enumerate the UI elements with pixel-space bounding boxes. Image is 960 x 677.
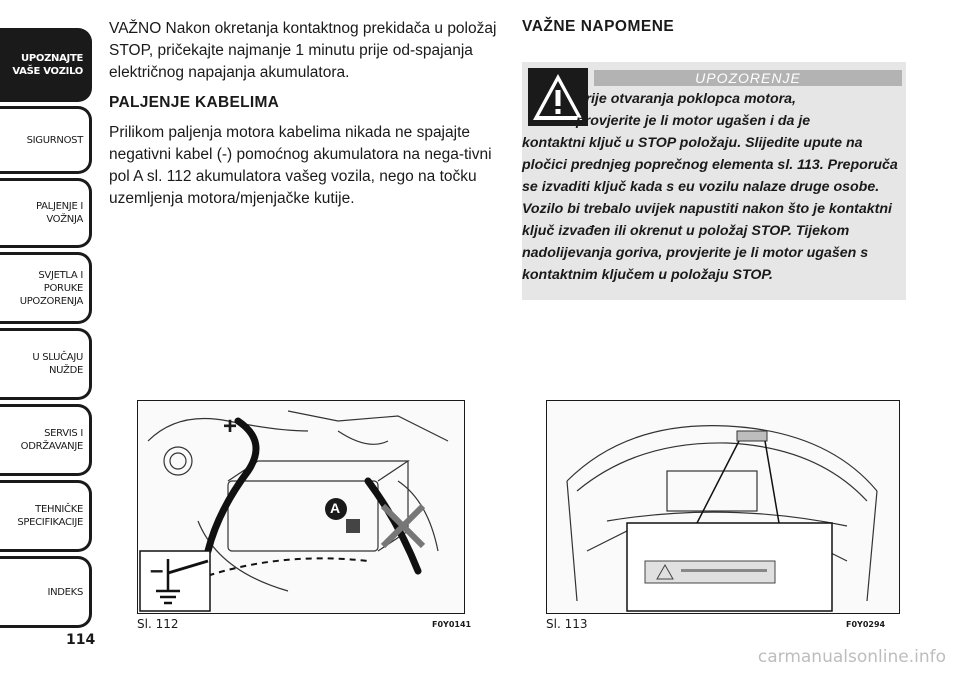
figure-113-caption: Sl. 113 [546, 617, 588, 631]
left-column [109, 18, 499, 218]
figure-112-caption: Sl. 112 [137, 617, 179, 631]
tab-indeks[interactable] [0, 556, 92, 628]
tab-label: ODRŽAVANJE [20, 441, 83, 452]
tab-label: SIGURNOST [26, 134, 83, 146]
tab-u-slucaju-nuzde[interactable] [0, 328, 92, 400]
plus-symbol: + [223, 413, 238, 440]
battery-illustration [138, 401, 464, 613]
warning-label: UPOZORENJE [594, 70, 902, 86]
warning-rest: kontaktni ključ u STOP položaju. Slijedite upute na pločici prednjeg poprečnog elementa sl. 113. Preporuča se izvaditi ključ kada s eu vozilu nalaze druge osobe. Vozilo bi trebalo uvijek napustiti nakon što je kontaktni ključ izvađen ili okrenut u položaj STOP. Tijekom nadolijevanja goriva, provjerite je li motor ugašen s kontaktnim ključem u položaju STOP. [522, 135, 898, 283]
page-number: 114 [66, 632, 96, 648]
tab-label: VOŽNJA [46, 214, 83, 225]
figure-113-code: F0Y0294 [846, 620, 886, 629]
tab-svjetla-i-poruke[interactable] [0, 252, 92, 324]
warning-line: provjerite je li motor ugašen i da je [576, 113, 811, 129]
tab-label: UPOZNAJTE [21, 53, 83, 64]
warning-line: Prije otvaranja poklopca motora, [576, 91, 796, 107]
important-note: VAŽNO Nakon okretanja kontaktnog prekidača u položaj STOP, pričekajte najmanje 1 minutu prije od-spajanja električnog napajanja akumulatora. [109, 20, 497, 81]
tab-servis-i-odrzavanje[interactable] [0, 404, 92, 476]
watermark-text: carmanualsonline.info [757, 647, 946, 667]
warning-box [522, 62, 906, 300]
tab-label: SVJETLA I PORUKE [38, 269, 83, 294]
right-column [522, 18, 906, 300]
tab-label: U SLUČAJU [32, 352, 83, 363]
tab-label: VAŠE VOZILO [12, 66, 83, 77]
tab-label: INDEKS [47, 586, 83, 598]
figure-112-code: F0Y0141 [432, 620, 472, 629]
minus-symbol: – [150, 557, 164, 584]
tab-label: NUŽDE [49, 365, 83, 376]
notes-title: VAŽNE NAPOMENE [522, 18, 675, 35]
tab-upoznajte-vase-vozilo[interactable] [0, 28, 92, 102]
tab-label: PALJENJE I [36, 201, 83, 212]
engine-hood-illustration [547, 401, 899, 613]
figure-113-engine-hood [546, 400, 900, 614]
tab-label: UPOZORENJA [19, 295, 83, 307]
section-heading: PALJENJE KABELIMA [109, 94, 280, 111]
tab-label: SPECIFIKACIJE [17, 517, 83, 528]
label-a: A [330, 500, 341, 516]
tab-label: SERVIS I [44, 428, 83, 439]
sidebar-tabs [0, 0, 96, 677]
tab-paljenje-i-voznja[interactable] [0, 178, 92, 248]
section-body: Prilikom paljenja motora kabelima nikada ne spajajte negativni kabel (-) pomoćnog akumulatora na nega-tivni pol A sl. 112 akumulatora vašeg vozila, nego na točku uzemljenja motora/mjenjačke kutije. [109, 124, 492, 207]
tab-label: TEHNIČKE [35, 504, 83, 515]
tab-tehnicke-specifikacije[interactable] [0, 480, 92, 552]
figure-112-battery [137, 400, 465, 614]
tab-sigurnost[interactable] [0, 106, 92, 174]
warning-text [522, 88, 900, 286]
